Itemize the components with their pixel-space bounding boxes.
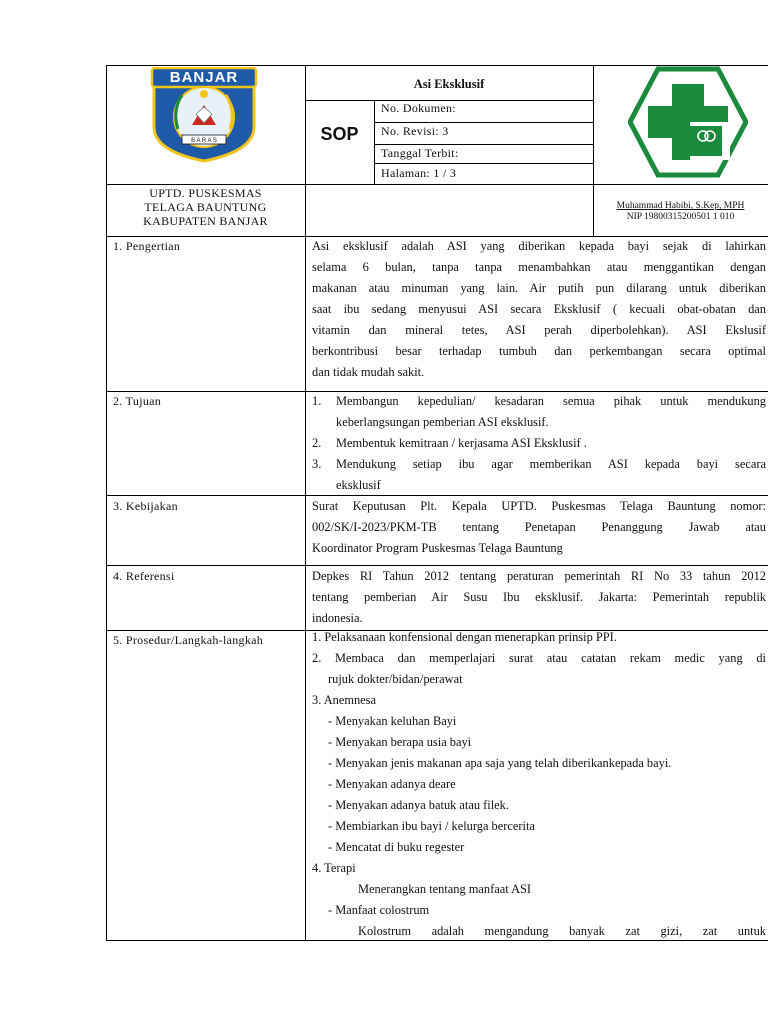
- procedure-substep: - Manfaat colostrum: [328, 903, 430, 917]
- banjar-logo: [148, 67, 260, 163]
- procedure-substep: - Membiarkan ibu bayi / kelurga bercerita: [328, 819, 535, 833]
- section-kebijakan-label: 3. Kebijakan: [113, 499, 178, 513]
- list-number: 3.: [312, 457, 322, 471]
- org-name-line-3: KABUPATEN BANJAR: [143, 214, 268, 228]
- border-tanggal-bottom: [374, 163, 593, 164]
- section-prosedur-body: [312, 627, 766, 942]
- text-line: 002/SK/I-2023/PKM-TB tentang Penetapan Penanggung Jawab atau: [312, 520, 766, 534]
- sop-label: SOP: [320, 124, 359, 144]
- text-line: saat ibu sedang menyusui ASI secara Eksklusif ( kecuali obat-obatan dan: [312, 302, 766, 316]
- document-title: Asi Eksklusif: [413, 77, 485, 91]
- text-line: Membangun kepedulian/ kesadaran semua pihak untuk mendukung: [336, 394, 766, 408]
- list-item: [312, 433, 766, 454]
- border-col1-right: [305, 65, 306, 941]
- issue-date: Tanggal Terbit:: [381, 146, 459, 160]
- signatory-name: Muhammad Habibi, S.Kep, MPH: [616, 201, 745, 211]
- section-referensi-body: [312, 566, 766, 629]
- text-line: makanan atau minuman yang lain. Air putih pun dilarang untuk diberikan: [312, 281, 766, 295]
- border-sop-right: [374, 100, 375, 185]
- page-number: Halaman: 1 / 3: [381, 166, 457, 180]
- text-line: Mendukung setiap ibu agar memberikan ASI kepada bayi secara: [336, 457, 766, 471]
- text-line: Asi eksklusif adalah ASI yang diberikan kepada bayi sejak di lahirkan: [312, 239, 766, 253]
- text-line: berkontribusi besar terhadap tumbuh dan perkembangan secara optimal: [312, 344, 766, 358]
- section-tujuan-list: [312, 391, 766, 496]
- procedure-step: 4. Terapi: [312, 861, 356, 875]
- text-line: Koordinator Program Puskesmas Telaga Bauntung: [312, 541, 563, 555]
- text-line: selama 6 bulan, tanpa tanpa menambahkan atau menggantikan dengan: [312, 260, 766, 274]
- procedure-substep: - Menyakan adanya deare: [328, 777, 456, 791]
- procedure-substep: - Menyakan adanya batuk atau filek.: [328, 798, 509, 812]
- text-line: keberlangsungan pemberian ASI eksklusif.: [336, 415, 549, 429]
- org-name-line-1: UPTD. PUSKESMAS: [149, 186, 262, 200]
- list-item: [312, 391, 766, 433]
- procedure-substep: - Mencatat di buku regester: [328, 840, 465, 854]
- section-pengertian-label: 1. Pengertian: [113, 239, 181, 253]
- signatory-nip: NIP 19800315200501 1 010: [626, 212, 735, 222]
- text-line: Membentuk kemitraan / kerjasama ASI Eksklusif .: [336, 436, 587, 450]
- text-line: Depkes RI Tahun 2012 tentang peraturan pemerintah RI No 33 tahun 2012: [312, 569, 766, 583]
- procedure-step: 1. Pelaksanaan konfensional dengan menerapkan prinsip PPI.: [312, 630, 617, 644]
- puskesmas-cross-icon: [628, 66, 748, 178]
- svg-text:B A R A S: B A R A S: [191, 138, 217, 144]
- section-tujuan-label: 2. Tujuan: [113, 394, 162, 408]
- procedure-substep: - Menyakan berapa usia bayi: [328, 735, 472, 749]
- procedure-substep: - Menyakan jenis makanan apa saja yang telah diberikankepada bayi.: [328, 756, 672, 770]
- text-line: indonesia.: [312, 611, 363, 625]
- puskesmas-logo: [628, 66, 748, 178]
- procedure-substep: Kolostrum adalah mengandung banyak zat gizi, zat untuk: [358, 924, 766, 938]
- procedure-step: 2. Membaca dan memperlajari surat atau catatan rekam medic yang di: [312, 651, 766, 665]
- section-prosedur-label: 5. Prosedur/Langkah-langkah: [113, 633, 264, 647]
- procedure-step: rujuk dokter/bidan/perawat: [328, 672, 463, 686]
- text-line: eksklusif: [336, 478, 381, 492]
- org-name-line-2: TELAGA BAUNTUNG: [144, 200, 267, 214]
- border-header-bottom: [106, 184, 768, 185]
- text-line: tentang pemberian Air Susu Ibu eksklusif. Jakarta: Pemerintah republik: [312, 590, 766, 604]
- revision-number: No. Revisi: 3: [381, 124, 449, 138]
- doc-number: No. Dokumen:: [381, 101, 456, 115]
- procedure-substep: Menerangkan tentang manfaat ASI: [358, 882, 532, 896]
- section-referensi-label: 4. Referensi: [113, 569, 175, 583]
- text-line: dan tidak mudah sakit.: [312, 365, 425, 379]
- list-item: [312, 454, 766, 496]
- procedure-step: 3. Anemnesa: [312, 693, 377, 707]
- section-kebijakan-body: [312, 496, 766, 559]
- list-number: 2.: [312, 436, 322, 450]
- section-pengertian-body: [312, 236, 766, 383]
- procedure-substep: - Menyakan keluhan Bayi: [328, 714, 457, 728]
- list-number: 1.: [312, 394, 322, 408]
- text-line: vitamin dan mineral tetes, ASI perah diperbolehkan). ASI Ekslusif: [312, 323, 766, 337]
- banjar-logo-name: BANJAR: [169, 69, 239, 86]
- text-line: Surat Keputusan Plt. Kepala UPTD. Puskesmas Telaga Bauntung nomor:: [312, 499, 766, 513]
